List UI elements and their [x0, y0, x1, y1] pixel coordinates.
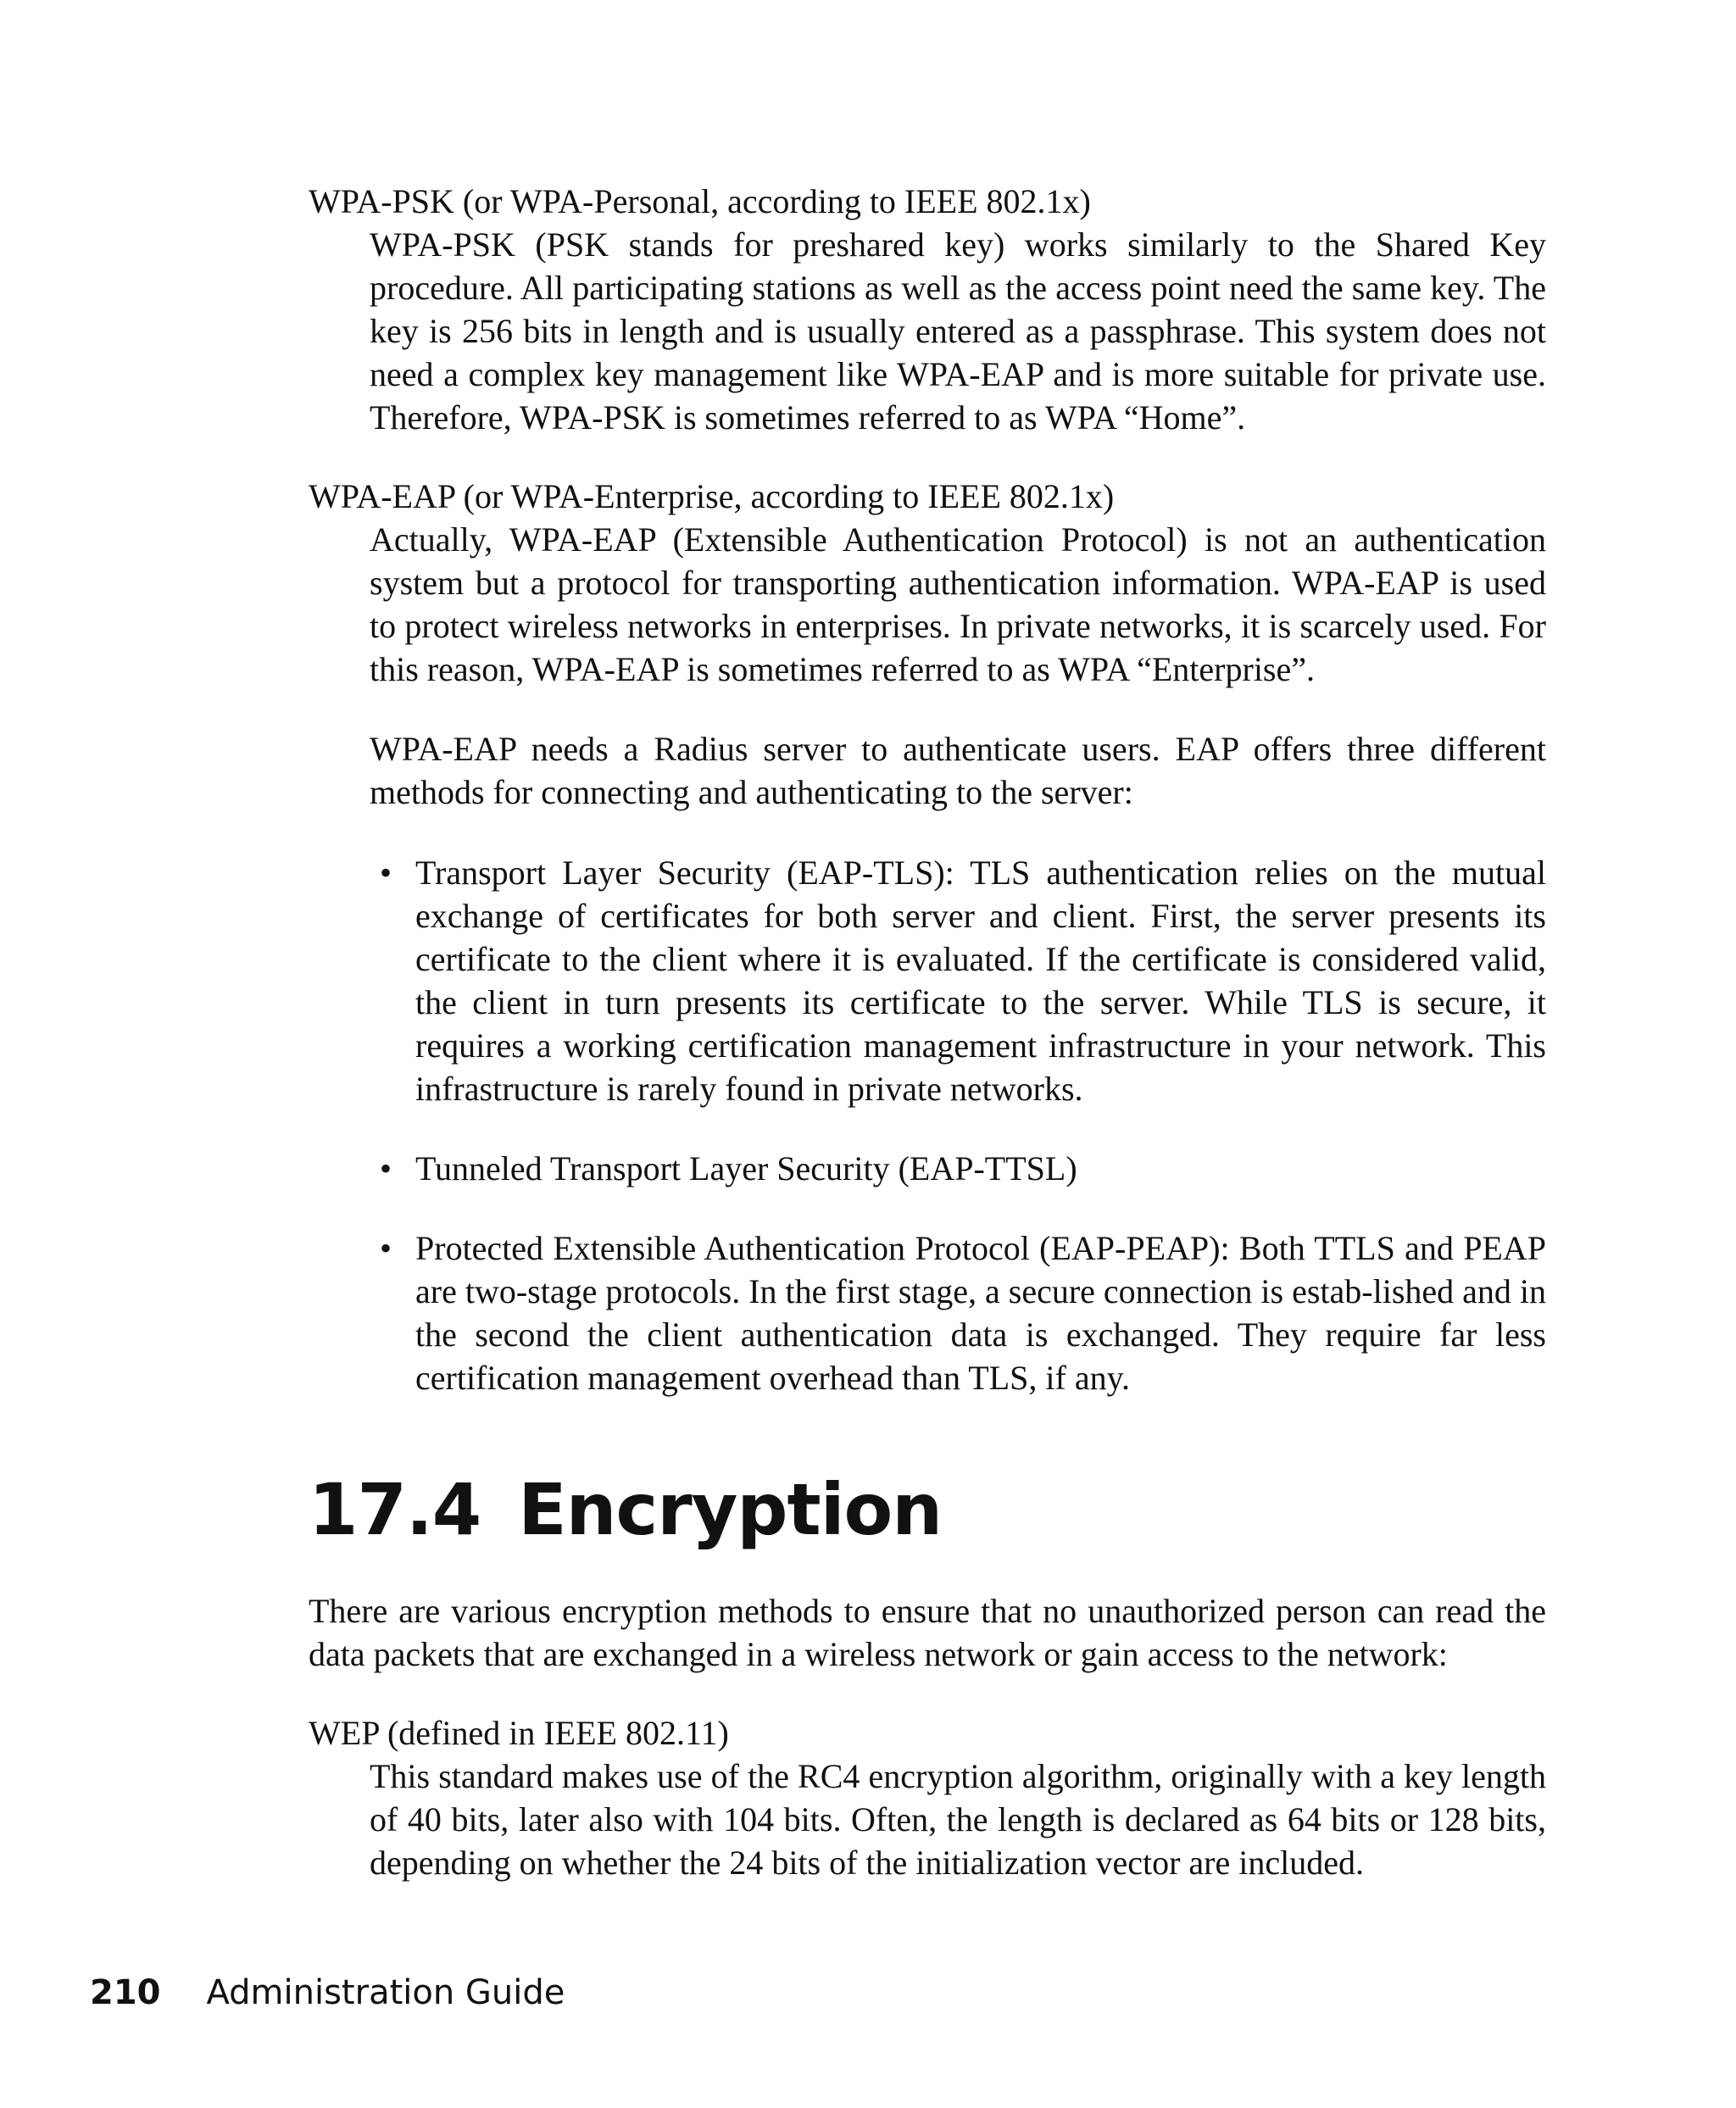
definition-entry-wep: [309, 1711, 1546, 1884]
definition-paragraph: Actually, WPA-EAP (Extensible Authentication Protocol) is not an authentication system but a protocol for transporting authentication information. WPA-EAP is used to protect wireless networks in enterprises. In private networks, it is scarcely used. For this reason, WPA-EAP is sometimes referred to as WPA “Enterprise”.: [370, 520, 1546, 688]
list-item: [370, 851, 1546, 1110]
definition-body: [370, 518, 1546, 1399]
list-item: [370, 1147, 1546, 1190]
section-intro-paragraph: There are various encryption methods to ensure that no unauthorized person can read the data packets that are exchanged in a wireless network or gain access to the network:: [309, 1592, 1546, 1673]
definition-term: WEP (defined in IEEE 802.11): [309, 1714, 729, 1752]
bullet-icon: •: [380, 1149, 392, 1187]
section-number: 17.4: [309, 1468, 481, 1551]
page-number: 210: [90, 1973, 161, 2012]
definition-body: [370, 1755, 1546, 1884]
definition-paragraph: WPA-PSK (PSK stands for preshared key) works similarly to the Shared Key procedure. All participating stations as well as the access point need the same key. The key is 256 bits in length and is usually entered as a passphrase. This system does not need a complex key management like WPA-EAP and is more suitable for private use. Therefore, WPA-PSK is sometimes referred to as WPA “Home”.: [370, 225, 1546, 437]
list-item-text: Tunneled Transport Layer Security (EAP-TTSL): [415, 1149, 1077, 1187]
list-item: [370, 1226, 1546, 1399]
list-item-text: Transport Layer Security (EAP-TLS): TLS authentication relies on the mutual exchange of certificates for both server and client. First, the server presents its certificate to the client where it is evaluated. If the certificate is considered valid, the client in turn presents its certificate to the server. While TLS is secure, it requires a working certification management infrastructure in your network. This infrastructure is rarely found in private networks.: [415, 854, 1546, 1108]
list-item-text: Protected Extensible Authentication Protocol (EAP-PEAP): Both TTLS and PEAP are two-stage protocols. In the first stage, a secure connection is estab-lished and in the second the client authentication data is exchanged. They require far less certification management overhead than TLS, if any.: [415, 1229, 1547, 1397]
bullet-icon: •: [380, 1229, 392, 1267]
bullet-icon: •: [380, 854, 392, 892]
definition-paragraph: WPA-EAP needs a Radius server to authenticate users. EAP offers three different methods for connecting and authenticating to the server:: [370, 730, 1546, 811]
definition-term: WPA-EAP (or WPA-Enterprise, according to IEEE 802.1x): [309, 477, 1115, 515]
definition-body: [370, 223, 1546, 439]
eap-methods-list: [370, 851, 1546, 1399]
page-content: [309, 180, 1546, 1884]
section-title: Encryption: [518, 1468, 943, 1551]
definition-paragraph: This standard makes use of the RC4 encryption algorithm, originally with a key length of 40 bits, later also with 104 bits. Often, the length is declared as 64 bits or 128 bits, depending on whether the 24 bits of the initialization vector are included.: [370, 1757, 1546, 1882]
book-title: Administration Guide: [206, 1973, 565, 2012]
section-heading: [309, 1467, 1546, 1552]
definition-entry-wpa-psk: [309, 180, 1546, 439]
page-footer: [90, 1972, 565, 2013]
definition-entry-wpa-eap: [309, 475, 1546, 1399]
definition-term: WPA-PSK (or WPA-Personal, according to IEEE 802.1x): [309, 182, 1091, 220]
